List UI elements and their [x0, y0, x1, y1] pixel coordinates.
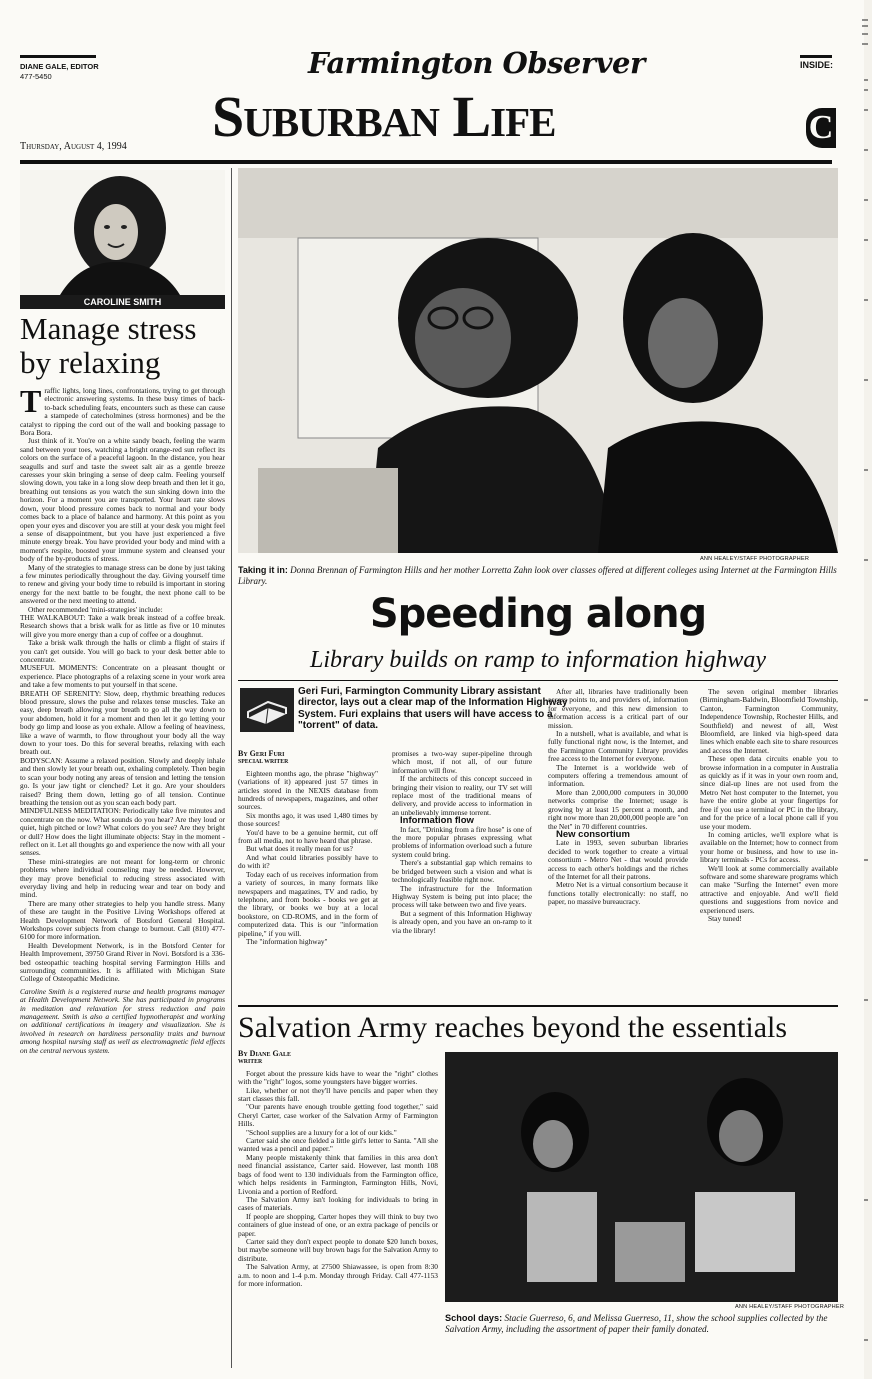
paper-nameplate: Farmington Observer: [308, 46, 645, 80]
column-paragraph: Other recommended 'mini-strategies' include:: [28, 604, 163, 614]
salvation-paragraph: The Salvation Army isn't looking for individuals to bring in cases of materials.: [238, 1194, 438, 1213]
author-portrait: [20, 170, 225, 295]
column-paragraph: Health Development Network, is in the Botsford Center for Health Improvement, 39750 Grand River in Novi. Botsford is a 336-bed osteopathic teaching hospital serving Farmington Hills and surrounding communities. It is affiliated with Michigan State College of Osteopathic Medicine.: [20, 940, 225, 984]
library-paragraph: And what could libraries possibly have to do with it?: [238, 852, 378, 871]
editor-phone: 477-5450: [20, 72, 52, 81]
salvation-paragraph: If people are shopping, Carter hopes they will think to buy two containers of glue instead of one, or an extra package of pencils or paper.: [238, 1211, 438, 1238]
salvation-paragraph: The Salvation Army, at 27500 Shiawassee, is open from 8:30 a.m. to noon and 1-4 p.m. Monday through Friday. Call 477-1153 for more information.: [238, 1262, 438, 1288]
library-photo-caption: [238, 565, 838, 587]
salvation-caption-lead: School days:: [445, 1313, 503, 1323]
library-col-2: [392, 750, 532, 935]
column-paragraph: BREATH OF SERENITY: Slow, deep, rhythmic breathing reduces blood pressure, slows the pulse and relaxes tense muscles. Take an easy, deep breath allowing your breath to go all the way down to your abdomen, hold it for a moment and then let it go letting your body go limp and loose as you exhale. Allow a feeling of heaviness, like a wave of warmth, to flow throughout your body all the way down to your toes. Do this for several breaths, relaxing with each breath out.: [20, 688, 225, 757]
column-headline-line2: by relaxing: [20, 345, 161, 380]
library-subhead-consortium: New consortium: [556, 828, 630, 840]
salvation-byline-title: WRITER: [238, 1059, 263, 1066]
salvation-photo-illustration: [445, 1052, 838, 1302]
library-caption-lead: Taking it in:: [238, 565, 288, 575]
inside-rule: [800, 55, 832, 58]
author-bio: Caroline Smith is a registered nurse and health programs manager at Health Development Network. She has participated in programs in meditation and relaxation for stress reduction and pain management. Smith is also a certified hypnotherapist and working on additional certifications in imagery and visualization. She is involved in research on hardiness personality traits and burnout among hospital nursing staff as well as electromagnetic field effects on the central nervous system.: [20, 986, 225, 1055]
library-paragraph: If the architects of this concept succeed in bringing their vision to reality, our TV set will replace most of the traditional means of delivery, and provide access to information in an unbelievably immense torrent.: [392, 774, 532, 817]
column-paragraph: These mini-strategies are not meant for long-term or chronic problems where individual counseling may be needed. However, they may prove beneficial to reducing stress associated with everyday living and help in reducing wear and tear on body and mind.: [20, 856, 225, 900]
column-paragraph: MUSEFUL MOMENTS: Concentrate on a pleasant thought or experience. Place photographs of a relaxing scene in your work area and take a few moments to put yourself in that scene.: [20, 663, 225, 690]
editor-name: DIANE GALE, EDITOR: [20, 62, 99, 71]
library-subhead-flow: Information flow: [400, 815, 474, 827]
library-paragraph: But what does it really mean for us?: [246, 844, 353, 854]
inside-section-letter: C: [806, 108, 836, 148]
library-paragraph: More than 2,000,000 computers in 30,000 networks comprise the Internet; usage is growing by at least 15 percent a month, and right now more than 20,000,000 people are "on the Net" in 70 different countries.: [548, 787, 688, 831]
salvation-paragraph: Many people mistakenly think that families in this area don't need financial assistance, Carter said. However, last month 108 bags of food went to 130 individuals from the Farmington office, which helps residents in Farmington, Farmington Hills, Novi, Livonia and a portion of Redford.: [238, 1152, 438, 1196]
column-paragraph: Take a brisk walk through the halls or climb a flight of stairs if you can't get outside. You will go back to your desk better able to concentrate.: [20, 638, 225, 664]
column-paragraph: MINDFULNESS MEDITATION: Periodically take five minutes and concentrate on the now. What sounds do you hear? Are they loud or quiet, high pitched or low? What colors do you see? Are they bright or dull? How does the light illuminate objects: Stay in the moment - reflect on it. Let all thoughts go and experience the now with all your senses.: [20, 806, 225, 858]
library-paragraph: In fact, "Drinking from a fire hose" is one of the more popular phrases expressing what problems of information overload such a future system could bring.: [392, 824, 532, 859]
salvation-headline: Salvation Army reaches beyond the essentials: [238, 1011, 788, 1044]
library-paragraph: The "information highway": [246, 936, 328, 946]
salvation-paragraph: Carter said they don't expect people to donate $20 lunch boxes, but maybe someone will buy brown bags for the Salvation Army to distribute.: [238, 1236, 438, 1263]
salvation-byline: By Diane Gale: [238, 1049, 292, 1058]
salvation-photo-caption: [445, 1313, 838, 1335]
library-paragraph: These open data circuits enable you to browse information in a computer in Australia as quickly as if it was in your own room and, since dial-up lines are not used from the Metro Net host computer to the Internet, you have the entire globe at your fingertips for free if you use a terminal or PC in the library, and for the price of a local phone call if you use your modem.: [700, 754, 838, 831]
library-paragraph: promises a two-way super-pipeline through which most, if not all, of our future information will flow.: [392, 749, 532, 775]
salvation-photo: [445, 1052, 838, 1302]
salvation-body: [238, 1050, 438, 1288]
library-paragraph: The Internet is a worldwide web of computers offering a tremendous amount of information.: [548, 762, 688, 789]
salvation-paragraph: Forget about the pressure kids have to wear the "right" clothes with the "right" logos, some youngsters have bigger worries.: [238, 1068, 438, 1087]
drop-cap: T: [20, 383, 42, 419]
library-rule: [238, 680, 838, 681]
masthead-top-rule: [20, 55, 96, 58]
column-paragraph: Traffic lights, long lines, confrontations, trying to get through electronic answering systems. In these busy times of back-to-back scheduling feats, encounters such as these can cause a stampede of catecholmines (stress hormones) and be the catalyst to ripping the cord out of the wall and booking passage to Bora Bora.: [20, 383, 225, 438]
salvation-paragraph: Like, whether or not they'll have pencils and paper when they start classes this fall.: [238, 1085, 438, 1104]
section-title: Suburban Life: [212, 84, 556, 149]
library-col-1: [238, 750, 378, 946]
library-paragraph: In coming articles, we'll explore what is available on the Internet; how to connect from your home or business, and how to use in-library terminals - PCs for access.: [700, 829, 838, 865]
column-paragraph: THE WALKABOUT: Take a walk break instead of a coffee break. Research shows that a brisk walk for as little as five or 10 minutes will give you more energy than a cup of coffee or a doughnut.: [20, 612, 225, 639]
library-col-3: [548, 688, 688, 907]
library-paragraph: The infrastructure for the Information Highway System is being put into place; the process will take between two and five years.: [392, 883, 532, 910]
library-paragraph: Six months ago, it was used 1,480 times by those sources!: [238, 810, 378, 829]
library-paragraph: You'd have to be a genuine hermit, cut off from all media, not to have heard that phrase.: [238, 827, 378, 846]
inside-label: INSIDE:: [800, 60, 834, 70]
library-col-4: [700, 688, 838, 923]
author-caption: CAROLINE SMITH: [20, 295, 225, 309]
salvation-paragraph: Carter said she once fielded a little girl's letter to Santa. "All she wanted was a pencil and paper.": [238, 1136, 438, 1154]
library-paragraph: But a segment of this Information Highway is already open, and you have an on-ramp to it via the library!: [392, 908, 532, 935]
library-headline: Speeding along: [369, 591, 707, 637]
book-icon: [240, 688, 294, 732]
library-byline-title: SPECIAL WRITER: [238, 759, 289, 766]
library-paragraph: In a nutshell, what is available, and what is fully functional right now, is the Internet, and the Farmington Community Library provides free access to the Internet for everyone.: [548, 729, 688, 764]
column-paragraph: There are many other strategies to help you handle stress. Many of these are taught in the Positive Living Workshops offered at Health Development Network of Botsford General Hospital. Workshops cover subjects from change to burnout. Call (810) 477-6100 for more information.: [20, 898, 225, 942]
library-paragraph: The seven original member libraries (Birmingham-Baldwin, Bloomfield Township, Canton, Farmington Community, Independence Township, Rochester Hills, and Southfield) and newest of all, West Bloomfield, are linked via high-speed data lines which enable each site to share resources and access the Internet.: [700, 687, 838, 755]
library-photo-credit: ANN HEALEY/STAFF PHOTOGRAPHER: [700, 556, 810, 562]
salvation-photo-credit: ANN HEALEY/STAFF PHOTOGRAPHER: [735, 1304, 845, 1310]
library-caption-text: Donna Brennan of Farmington Hills and her mother Lorretta Zahn look over classes offered at different colleges using Internet at the Farmington Hills Library.: [238, 565, 837, 586]
column-headline: [20, 312, 225, 380]
library-paragraph: Stay tuned!: [708, 913, 742, 923]
library-byline: By Geri Furi: [238, 749, 285, 758]
column-body: [20, 383, 225, 1055]
portrait-illustration: [20, 170, 225, 295]
salvation-paragraph: "Our parents have enough trouble getting food together," said Cheryl Carter, case worker of the Salvation Army of Farmington Hills.: [238, 1102, 438, 1129]
column-paragraph: BODYSCAN: Assume a relaxed position. Slowly and deeply inhale and then slowly let your breath out, exhaling completely. Then begin to scan your body noting any areas of tension and letting the tension go. Is your jaw tight or clenched? Let it go. Are your shoulders raised? Bring them down, letting go of all tension. Continue breathing the tension out as you scan each body part.: [20, 755, 225, 807]
library-paragraph: Metro Net is a virtual consortium because it functions totally electronically: no staff, no paper, no massive bureaucracy.: [548, 880, 688, 907]
salvation-paragraph: "School supplies are a luxury for a lot of our kids.": [246, 1127, 397, 1137]
library-photo: [238, 168, 838, 553]
library-subheadline: Library builds on ramp to information highway: [309, 647, 767, 673]
masthead-bottom-rule: [20, 160, 832, 164]
column-divider: [231, 168, 232, 1368]
library-paragraph: There's a substantial gap which remains to be bridged between such a vision and what is technologically feasible right now.: [392, 858, 532, 885]
salvation-caption-text: Stacie Guerreso, 6, and Melissa Guerreso, 11, show the school supplies collected by the Salvation Army, including the assortment of paper their family donated.: [445, 1313, 828, 1334]
library-paragraph: Today each of us receives information from a variety of sources, in many formats like newspapers and magazines, TV and radio, by telephone, and from books - books we get at the library, or books we buy at a local bookstore, on CD-ROMS, and in the form of computerized data. This is our "information pipeline," if you will.: [238, 869, 378, 938]
library-paragraph: We'll look at some commercially available software and some shareware programs which can make "Surfing the Internet" even more attractive and enjoyable. And we'll field questions and suggestions from novice and experienced users.: [700, 863, 838, 915]
column-paragraph: Just think of it. You're on a white sandy beach, feeling the warm sand between your toes, watching a bright orange-red sun reflect its colors on the surface of a peaceful lagoon. In the distance, you hear seagulls and surf and taste the sweet salt air as a gentle breeze caresses your skin bringing a sense of deep calm. Feeling yourself slowing down, you take in a long slow deep breath and then let it go, breathing out tensions as you watch the sun sinking down into the horizon. For a moment you are transported. Your heart rate slows down, your blood pressure comes back to normal and your body comes back to a place of balance and harmony. At this point as you open your eyes and discover you are still at your desk you might feel a sense of disappointment, but you have just experienced a five minute energy break. You have provided your body and mind with a moment's respite, boosted your immune system and cleansed your body of the by-products of stress.: [20, 436, 225, 564]
column-headline-line1: Manage stress: [20, 311, 197, 346]
salvation-top-rule: [238, 1005, 838, 1007]
library-paragraph: Eighteen months ago, the phrase "highway" (variations of it) appeared just 57 times in articles stored in the NEXIS database from hundreds of newspapers, magazines, and other sources.: [238, 768, 378, 812]
library-paragraph: After all, libraries have traditionally been access points to, and providers of, information for everyone, and this new dimension to information access is a critical part of our mission.: [548, 687, 688, 730]
column-paragraph: Many of the strategies to manage stress can be done by just taking a few minutes periodically throughout the day. Giving yourself time to renew and giving your body time to rebuild is important in storing energy for the next battle to be fought, the next phone call to be answered or the next meeting to attend.: [20, 562, 225, 606]
library-paragraph: Late in 1993, seven suburban libraries decided to work together to create a virtual consortium - Metro Net - that would provide access to each other's holdings and the riches of the Internet for all their patrons.: [548, 838, 688, 881]
library-deck: Geri Furi, Farmington Community Library assistant director, lays out a clear map of the Information Highway System. Furi explains that users will have access to a "torrent" of data.: [298, 686, 568, 732]
library-photo-illustration: [238, 168, 838, 553]
scan-edge-artifact: [834, 0, 872, 1379]
issue-date: Thursday, August 4, 1994: [20, 141, 127, 152]
